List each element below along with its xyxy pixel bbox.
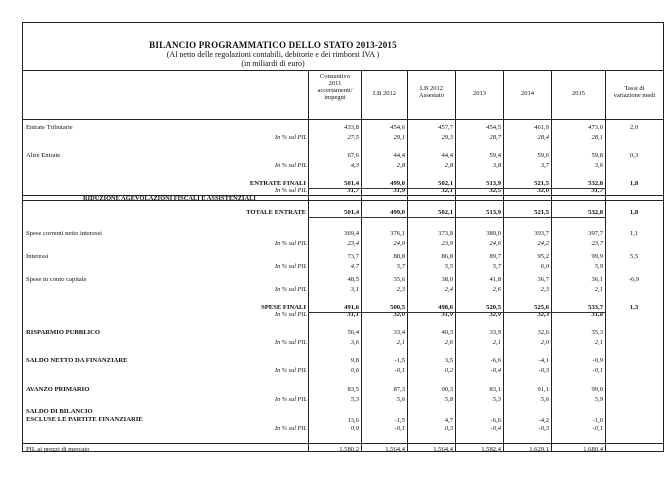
percent-cell: 28,4 <box>537 134 549 141</box>
percent-cell: 31,9 <box>441 311 453 318</box>
value-cell: 1.582,4 <box>481 446 501 453</box>
percent-cell: 24,6 <box>489 240 501 247</box>
percent-cell: -0,4 <box>490 425 501 432</box>
percent-cell: 2,6 <box>492 286 501 293</box>
value-cell: 36,1 <box>591 276 603 283</box>
value-cell: 498,6 <box>438 304 453 311</box>
value-cell: 433,8 <box>344 124 359 131</box>
row-label: ENTRATE FINALI <box>249 180 306 187</box>
percent-cell: 5,6 <box>540 396 549 403</box>
percent-cell: 4,3 <box>350 162 359 169</box>
value-cell: 86,8 <box>441 253 453 260</box>
value-cell: -6,6 <box>490 357 501 364</box>
col-rule-0 <box>308 70 309 452</box>
value-cell: 376,1 <box>390 230 405 237</box>
percent-cell: 32,5 <box>489 187 501 194</box>
percent-cell: 32,1 <box>441 187 453 194</box>
value-cell: 393,7 <box>534 230 549 237</box>
row-sublabel: In % sul PIL <box>274 286 307 293</box>
percent-cell: -0,1 <box>394 425 405 432</box>
row-label: Interessi <box>26 253 49 260</box>
value-cell: 501,4 <box>344 209 359 216</box>
value-cell: 99,0 <box>591 386 603 393</box>
percent-cell: 3,7 <box>540 162 549 169</box>
percent-cell: 23,4 <box>347 240 359 247</box>
rate-cell: 1,3 <box>629 304 639 311</box>
value-cell: -6,6 <box>490 417 501 424</box>
row-label: TOTALE ENTRATE <box>246 209 306 216</box>
rate-cell: 0,3 <box>629 152 639 159</box>
percent-cell: 3,6 <box>594 162 603 169</box>
value-cell: 67,6 <box>347 152 359 159</box>
col-rule-4 <box>503 70 504 452</box>
row-sublabel: In % sul PIL <box>274 425 307 432</box>
percent-cell: 24,2 <box>537 240 549 247</box>
value-cell: -1,5 <box>394 357 405 364</box>
rate-cell: 2,0 <box>629 124 639 131</box>
percent-cell: 5,5 <box>444 263 453 270</box>
percent-cell: 29,1 <box>393 134 405 141</box>
percent-cell: 27,5 <box>347 134 359 141</box>
col-header-2013: 2013 <box>473 90 486 97</box>
value-cell: 369,4 <box>344 230 359 237</box>
percent-cell: 2,3 <box>396 286 405 293</box>
value-cell: 9,8 <box>350 357 359 364</box>
percent-cell: 32,3 <box>537 311 549 318</box>
percent-cell: 23,7 <box>591 240 603 247</box>
percent-cell: 5,6 <box>396 396 405 403</box>
value-cell: 499,0 <box>390 209 405 216</box>
value-cell: 454,5 <box>486 124 501 131</box>
col-header-2015: 2015 <box>572 90 585 97</box>
row-label: Spese correnti netto interessi <box>26 230 102 237</box>
value-cell: 36,7 <box>537 276 549 283</box>
value-cell: 91,1 <box>537 386 549 393</box>
value-cell: 521,5 <box>534 209 549 216</box>
value-cell: 499,0 <box>390 180 405 187</box>
value-cell: 1.580,2 <box>339 446 359 453</box>
value-cell: 3,5 <box>444 357 453 364</box>
value-cell: 1.564,4 <box>433 446 453 453</box>
rate-cell: 5,5 <box>629 253 639 260</box>
percent-cell: -0,3 <box>538 425 549 432</box>
value-cell: -0,9 <box>592 357 603 364</box>
total-underline <box>309 188 605 189</box>
value-cell: 521,5 <box>534 180 549 187</box>
percent-cell: -0,1 <box>592 425 603 432</box>
value-cell: 397,7 <box>588 230 603 237</box>
row-sublabel: In % sul PIL <box>274 263 307 270</box>
value-cell: 89,7 <box>489 253 501 260</box>
percent-cell: 2,1 <box>594 286 603 293</box>
percent-cell: 2,0 <box>540 339 549 346</box>
percent-cell: -0,1 <box>394 367 405 374</box>
value-cell: 95,2 <box>537 253 549 260</box>
value-cell: 83,1 <box>489 386 501 393</box>
value-cell: 59,4 <box>489 152 501 159</box>
value-cell: 533,7 <box>588 304 603 311</box>
percent-cell: 3,8 <box>492 162 501 169</box>
percent-cell: 5,7 <box>492 263 501 270</box>
percent-cell: 24,0 <box>393 240 405 247</box>
col-header-consuntivo: Consuntivo 2011 accertamenti/ impegni <box>317 73 353 101</box>
percent-cell: 2,8 <box>396 162 405 169</box>
header-bottom-rule <box>23 119 663 120</box>
percent-cell: 32,0 <box>537 187 549 194</box>
row-label: AVANZO PRIMARIO <box>26 386 90 393</box>
col-header-lb2012: LB 2012 <box>373 90 396 97</box>
value-cell: -1,0 <box>592 417 603 424</box>
percent-cell: 31,9 <box>393 187 405 194</box>
percent-cell: -0,3 <box>538 367 549 374</box>
percent-cell: 2,1 <box>492 339 501 346</box>
value-cell: 38,0 <box>441 276 453 283</box>
percent-cell: 2,8 <box>444 162 453 169</box>
table-title <box>23 40 523 68</box>
row-label: SALDO NETTO DA FINANZIARE <box>26 357 128 364</box>
percent-cell: 4,7 <box>350 263 359 270</box>
percent-cell: 0,2 <box>444 367 453 374</box>
percent-cell: -0,4 <box>490 367 501 374</box>
percent-cell: 0,6 <box>350 367 359 374</box>
percent-cell: 2,4 <box>444 286 453 293</box>
row-sublabel: In % sul PIL <box>274 367 307 374</box>
percent-cell: 0,9 <box>350 425 359 432</box>
percent-cell: 28,7 <box>489 134 501 141</box>
value-cell: 88,8 <box>393 253 405 260</box>
value-cell: 491,6 <box>344 304 359 311</box>
title-units: (in miliardi di euro) <box>241 59 305 68</box>
percent-cell: 6,0 <box>540 263 549 270</box>
percent-cell: 5,3 <box>492 396 501 403</box>
percent-cell: 2,1 <box>594 339 603 346</box>
title-subtitle: (Al netto delle regolazioni contabili, debitorie e dei rimborsi IVA ) <box>166 50 380 59</box>
value-cell: 59,6 <box>537 152 549 159</box>
value-cell: 373,8 <box>438 230 453 237</box>
value-cell: 44,4 <box>441 152 453 159</box>
value-cell: 35,6 <box>393 276 405 283</box>
value-cell: 32,6 <box>537 329 549 336</box>
percent-cell: 31,7 <box>347 187 359 194</box>
row-label: Spese in conto capitale <box>26 276 87 283</box>
col-header-lb2012-assestato: LB 2012 Assestato <box>419 85 444 99</box>
rule-pil <box>23 443 663 444</box>
value-cell: 44,4 <box>393 152 405 159</box>
percent-cell: 28,1 <box>591 134 603 141</box>
value-cell: 454,6 <box>390 124 405 131</box>
percent-cell: 32,0 <box>393 311 405 318</box>
row-label: RISPARMIO PUBBLICO <box>26 329 101 336</box>
row-label: RIDUZIONE AGEVOLAZIONI FISCALI E ASSISTENZIALI <box>83 195 256 202</box>
value-cell: 41,8 <box>489 276 501 283</box>
percent-cell: 5,9 <box>594 263 603 270</box>
col-rule-6 <box>605 70 606 452</box>
value-cell: 502,1 <box>438 209 453 216</box>
row-label: PIL ai prezzi di mercato <box>26 446 90 453</box>
row-sublabel: In % sul PIL <box>274 187 307 194</box>
row-sublabel: In % sul PIL <box>274 396 307 403</box>
total-underline <box>309 217 605 218</box>
value-cell: -1,5 <box>394 417 405 424</box>
value-cell: -4,1 <box>538 357 549 364</box>
value-cell: 500,5 <box>390 304 405 311</box>
percent-cell: -0,1 <box>592 367 603 374</box>
percent-cell: 2,1 <box>396 339 405 346</box>
percent-cell: 31,1 <box>347 311 359 318</box>
row-sublabel: In % sul PIL <box>274 311 307 318</box>
percent-cell: 5,9 <box>594 396 603 403</box>
value-cell: 525,6 <box>534 304 549 311</box>
value-cell: 35,3 <box>591 329 603 336</box>
title-main: BILANCIO PROGRAMMATICO DELLO STATO 2013-2015 <box>149 40 397 50</box>
percent-cell: 5,8 <box>444 396 453 403</box>
value-cell: 87,3 <box>393 386 405 393</box>
value-cell: 513,9 <box>486 209 501 216</box>
col-header-tassi: Tassi di variazione medi <box>613 85 656 99</box>
budget-table-frame <box>22 22 664 452</box>
row-sublabel: In % sul PIL <box>274 134 307 141</box>
percent-cell: 32,9 <box>489 311 501 318</box>
percent-cell: 2,3 <box>540 286 549 293</box>
total-underline <box>309 312 605 313</box>
value-cell: 48,5 <box>347 276 359 283</box>
value-cell: 457,7 <box>438 124 453 131</box>
value-cell: 1.680,4 <box>583 446 603 453</box>
value-cell: 532,8 <box>588 209 603 216</box>
value-cell: 33,9 <box>489 329 501 336</box>
row-sublabel: In % sul PIL <box>274 339 307 346</box>
value-cell: -4,2 <box>538 417 549 424</box>
percent-cell: 29,3 <box>441 134 453 141</box>
rate-cell: 1,8 <box>629 209 639 216</box>
value-cell: 501,4 <box>344 180 359 187</box>
col-rule-2 <box>407 70 408 452</box>
value-cell: 1.564,4 <box>385 446 405 453</box>
percent-cell: 3,6 <box>350 339 359 346</box>
row-label: SALDO DI BILANCIO <box>26 408 93 415</box>
value-cell: 461,9 <box>534 124 549 131</box>
percent-cell: 2,6 <box>444 339 453 346</box>
value-cell: 532,8 <box>588 180 603 187</box>
value-cell: 1.629,1 <box>529 446 549 453</box>
row-sublabel: In % sul PIL <box>274 240 307 247</box>
col-header-2014: 2014 <box>521 90 534 97</box>
value-cell: 59,8 <box>591 152 603 159</box>
row-label: Altre Entrate <box>26 152 61 159</box>
percent-cell: 0,3 <box>444 425 453 432</box>
value-cell: 99,9 <box>591 253 603 260</box>
value-cell: 520,5 <box>486 304 501 311</box>
row-label-2: ESCLUSE LE PARTITE FINANZIARIE <box>26 416 143 423</box>
col-rule-5 <box>551 70 552 452</box>
rate-cell: 1,8 <box>629 180 639 187</box>
percent-cell: 31,8 <box>591 311 603 318</box>
percent-cell: 5,3 <box>350 396 359 403</box>
value-cell: 40,3 <box>441 329 453 336</box>
value-cell: 83,5 <box>347 386 359 393</box>
percent-cell: 31,7 <box>591 187 603 194</box>
value-cell: 90,3 <box>441 386 453 393</box>
value-cell: 473,0 <box>588 124 603 131</box>
value-cell: 513,9 <box>486 180 501 187</box>
rate-cell: -6,9 <box>628 276 640 283</box>
row-sublabel: In % sul PIL <box>274 162 307 169</box>
rate-cell: 1,1 <box>629 230 639 237</box>
row-label: SPESE FINALI <box>261 304 306 311</box>
percent-cell: 5,7 <box>396 263 405 270</box>
value-cell: 389,0 <box>486 230 501 237</box>
value-cell: 13,6 <box>347 417 359 424</box>
value-cell: 502,1 <box>438 180 453 187</box>
value-cell: 56,4 <box>347 329 359 336</box>
percent-cell: 23,9 <box>441 240 453 247</box>
value-cell: 33,4 <box>393 329 405 336</box>
header-top-rule <box>23 70 663 71</box>
value-cell: 73,7 <box>347 253 359 260</box>
col-rule-3 <box>455 70 456 452</box>
value-cell: 4,7 <box>444 417 453 424</box>
row-label: Entrate Tributarie <box>26 124 73 131</box>
percent-cell: 3,1 <box>350 286 359 293</box>
